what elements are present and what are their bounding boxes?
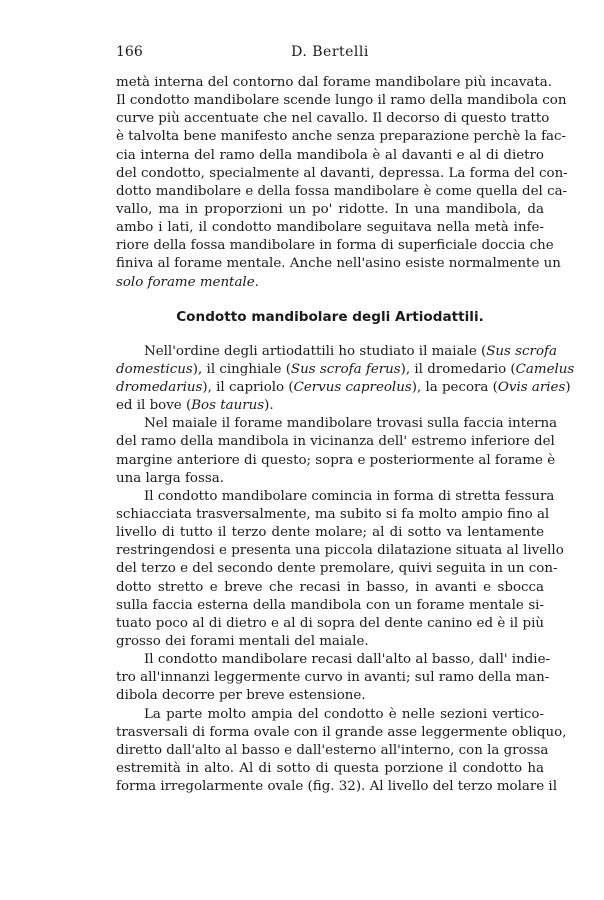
text-line: dotto stretto e breve che recasi in basso, in avanti e sbocca xyxy=(116,579,544,595)
text-line: Il condotto mandibolare comincia in forma di stretta fessura xyxy=(144,488,555,504)
text-line: sulla faccia esterna della mandibola con un forame mentale si- xyxy=(116,597,544,613)
text-line: dibola decorre per breve estensione. xyxy=(116,688,366,704)
paragraph xyxy=(116,343,575,416)
text-line: Nell'ordine degli artiodattili ho studiato il maiale (Sus scrofa xyxy=(144,343,557,359)
text-line: forma irregolarmente ovale (fig. 32). Al livello del terzo molare il xyxy=(116,779,558,795)
text-line: del terzo e del secondo dente premolare, quivi seguita in un con- xyxy=(116,561,558,577)
text-line: vallo, ma in proporzioni un po' ridotte. In una mandibola, da xyxy=(116,201,544,217)
italic-text: Sus scrofa ferus xyxy=(290,361,401,377)
text-line: La parte molto ampia del condotto è nelle sezioni vertico- xyxy=(144,706,544,722)
italic-text: Cervus capreolus xyxy=(293,379,412,395)
text-line: del ramo della mandibola in vicinanza dell' estremo inferiore del xyxy=(116,434,555,450)
running-head: D. Bertelli xyxy=(291,44,369,60)
italic-text: dromedarius xyxy=(116,379,203,395)
paragraph xyxy=(116,415,558,488)
text-line: tuato poco al di dietro e al di sopra del dente canino ed è il più xyxy=(116,615,544,631)
italic-text: Sus scrofa xyxy=(486,343,557,359)
text-line: Il condotto mandibolare recasi dall'alto al basso, dall' indie- xyxy=(144,652,551,668)
text-line: dotto mandibolare e della fossa mandibolare è come quella del ca- xyxy=(116,183,568,199)
text-line: domesticus), il cinghiale (Sus scrofa ferus), il dromedario (Camelus xyxy=(116,361,575,377)
italic-text: Ovis aries xyxy=(497,379,566,395)
text-line: ed il bove (Bos taurus). xyxy=(116,398,274,414)
paragraph xyxy=(116,74,568,292)
text-line: grosso dei forami mentali del maiale. xyxy=(116,633,369,649)
text-line: è talvolta bene manifesto anche senza preparazione perchè la fac- xyxy=(116,129,567,145)
italic-text: Bos taurus xyxy=(191,398,265,414)
text-body xyxy=(116,74,575,796)
text-line: ambo i lati, il condotto mandibolare seguitava nella metà infe- xyxy=(116,220,544,236)
page-number: 166 xyxy=(116,44,143,60)
italic-text: Camelus xyxy=(515,361,575,377)
text-line: del condotto, specialmente al davanti, depressa. La forma del con- xyxy=(116,165,568,181)
italic-text: solo forame mentale. xyxy=(116,274,259,290)
text-line: cia interna del ramo della mandibola è al davanti e al di dietro xyxy=(116,147,544,163)
italic-text: domesticus xyxy=(116,361,193,377)
paragraph xyxy=(116,706,567,797)
text-line: margine anteriore di questo; sopra e posteriormente al forame è xyxy=(116,452,556,468)
text-line: Nel maiale il forame mandibolare trovasi sulla faccia interna xyxy=(144,416,558,432)
paragraph xyxy=(116,488,564,651)
text-line: finiva al forame mentale. Anche nell'asino esiste normalmente un xyxy=(116,256,561,272)
text-line: riore della fossa mandibolare in forma di superficiale doccia che xyxy=(116,238,554,254)
text-line: schiacciata trasversalmente, ma subito si fa molto ampio fino al xyxy=(116,506,550,522)
text-line: restringendosi e presenta una piccola dilatazione situata al livello xyxy=(116,543,564,559)
text-line: Il condotto mandibolare scende lungo il ramo della mandibola con xyxy=(116,93,567,109)
text-line: dromedarius), il capriolo (Cervus capreolus), la pecora (Ovis aries) xyxy=(116,379,571,395)
text-line: una larga fossa. xyxy=(116,470,224,486)
section-title: Condotto mandibolare degli Artiodattili. xyxy=(176,308,484,325)
text-line: curve più accentuate che nel cavallo. Il decorso di questo tratto xyxy=(116,111,550,127)
text-line: livello di tutto il terzo dente molare; al di sotto va lentamente xyxy=(116,525,544,541)
text-line: metà interna del contorno dal forame mandibolare più incavata. xyxy=(116,75,553,90)
page-header xyxy=(116,44,544,64)
text-line: estremità in alto. Al di sotto di questa porzione il condotto ha xyxy=(116,760,544,776)
text-line: trasversali di forma ovale con il grande asse leggermente obliquo, xyxy=(116,724,567,740)
paragraph xyxy=(116,651,551,705)
text-line: diretto dall'alto al basso e dall'esterno all'interno, con la grossa xyxy=(116,742,549,758)
text-line xyxy=(116,274,544,292)
text-line: tro all'innanzi leggermente curvo in avanti; sul ramo della man- xyxy=(116,670,550,686)
